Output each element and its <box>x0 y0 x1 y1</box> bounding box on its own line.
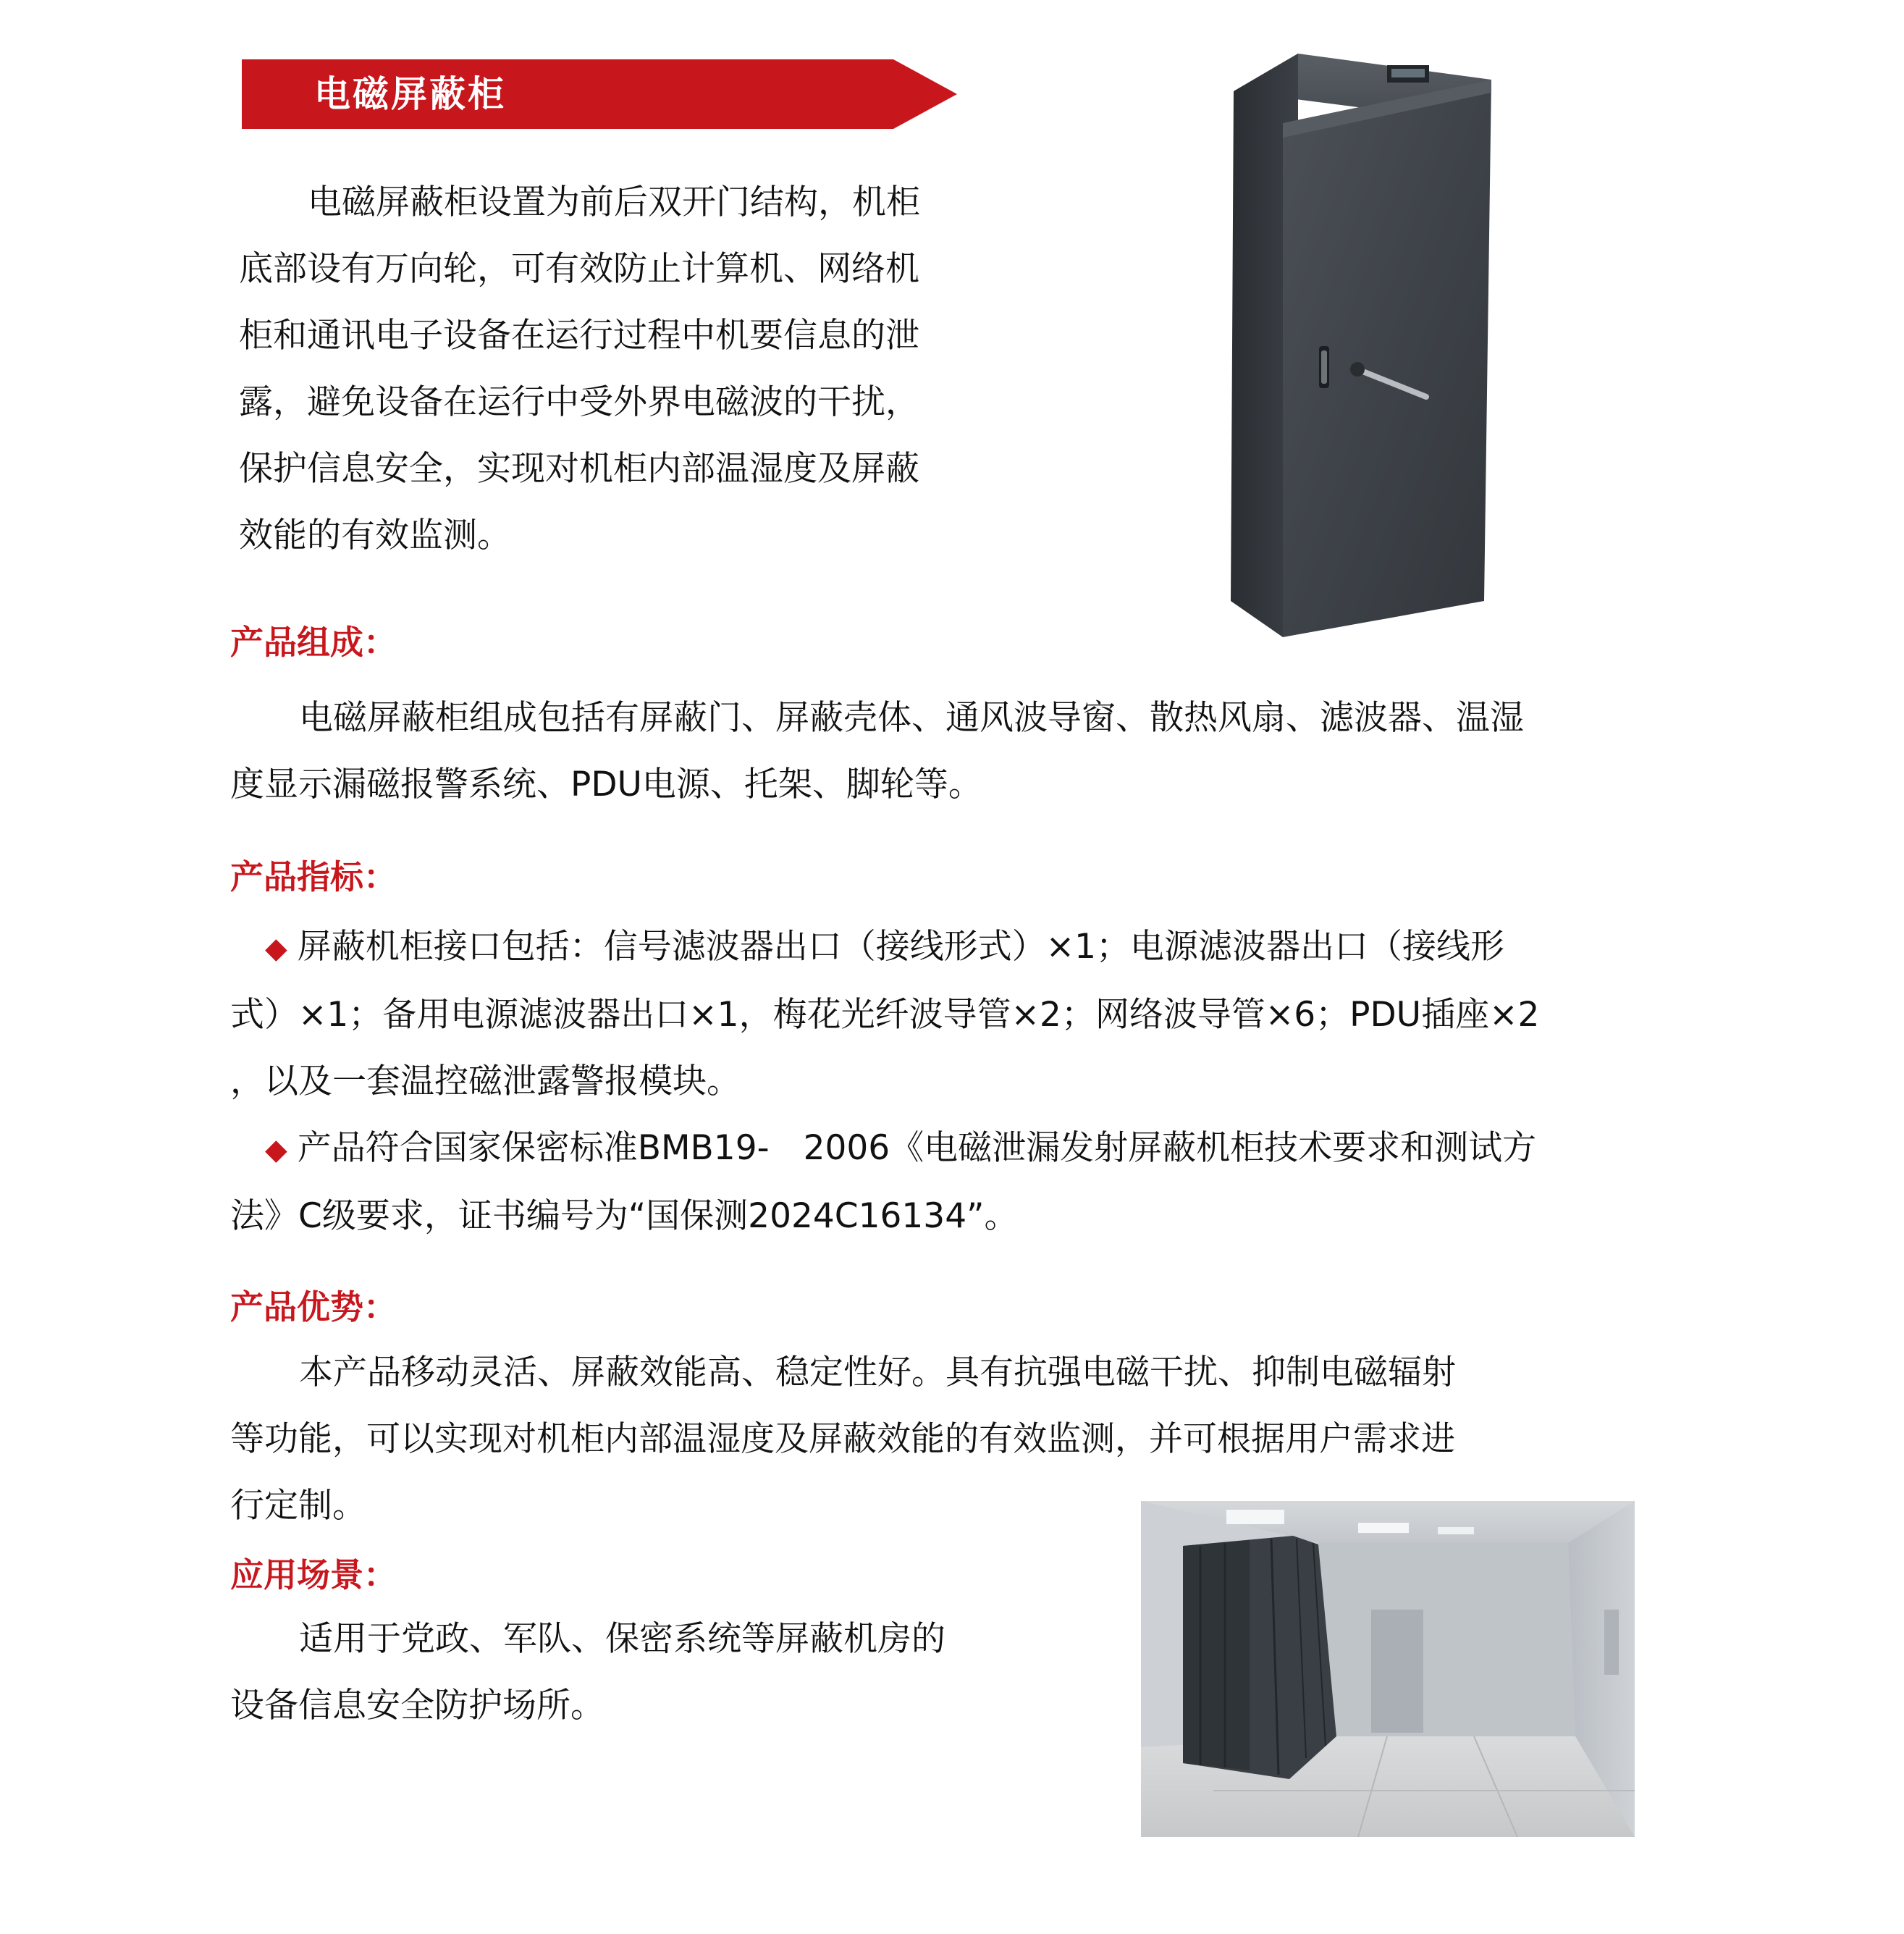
applications-line: 适用于党政、军队、保密系统等屏蔽机房的 <box>299 1619 945 1659</box>
composition-paragraph <box>230 685 1642 818</box>
spec-item <box>230 914 1642 982</box>
section-banner <box>242 59 957 129</box>
intro-paragraph <box>239 169 1057 569</box>
specs-heading: 产品指标： <box>230 857 397 896</box>
spec-item-line: ，以及一套温控磁泄露警报模块。 <box>230 1061 741 1101</box>
diamond-bullet-icon: ◆ <box>265 1133 287 1166</box>
advantages-line: 本产品移动灵活、屏蔽效能高、稳定性好。具有抗强电磁干扰、抑制电磁辐射 <box>299 1353 1456 1392</box>
page-title: 电磁屏蔽柜 <box>314 73 506 115</box>
composition-line: 度显示漏磁报警系统、PDU电源、托架、脚轮等。 <box>230 765 982 804</box>
intro-line: 保护信息安全，实现对机柜内部温湿度及屏蔽 <box>239 449 919 489</box>
intro-line: 露，避免设备在运行中受外界电磁波的干扰， <box>239 382 919 422</box>
advantages-line: 行定制。 <box>230 1486 366 1526</box>
applications-line: 设备信息安全防护场所。 <box>230 1686 605 1725</box>
intro-line: 底部设有万向轮，可有效防止计算机、网络机 <box>239 249 919 289</box>
server-room-photo <box>1141 1501 1635 1837</box>
spec-item-line: 屏蔽机柜接口包括：信号滤波器出口（接线形式）×1；电源滤波器出口（接线形 <box>297 927 1505 967</box>
spec-item-line: 产品符合国家保密标准BMB19- 2006《电磁泄漏发射屏蔽机柜技术要求和测试方 <box>297 1128 1537 1168</box>
composition-heading: 产品组成： <box>230 623 397 662</box>
advantages-line: 等功能，可以实现对机柜内部温湿度及屏蔽效能的有效监测，并可根据用户需求进 <box>230 1419 1455 1459</box>
diamond-bullet-icon: ◆ <box>265 932 287 965</box>
applications-paragraph <box>230 1606 1099 1739</box>
spec-item-line: 式）×1；备用电源滤波器出口×1，梅花光纤波导管×2；网络波导管×6；PDU插座×2 <box>230 995 1540 1035</box>
cabinet-photo <box>1223 51 1506 644</box>
intro-line: 柜和通讯电子设备在运行过程中机要信息的泄 <box>239 316 919 356</box>
spec-item <box>230 1115 1642 1183</box>
intro-line: 效能的有效监测。 <box>239 516 511 555</box>
specs-list <box>230 914 1642 1250</box>
intro-line: 电磁屏蔽柜设置为前后双开门结构，机柜 <box>308 182 920 222</box>
composition-line: 电磁屏蔽柜组成包括有屏蔽门、屏蔽壳体、通风波导窗、散热风扇、滤波器、温湿 <box>299 698 1524 738</box>
applications-heading: 应用场景： <box>230 1555 397 1594</box>
spec-item-line: 法》C级要求，证书编号为“国保测2024C16134”。 <box>230 1196 1019 1236</box>
advantages-heading: 产品优势： <box>230 1287 397 1327</box>
